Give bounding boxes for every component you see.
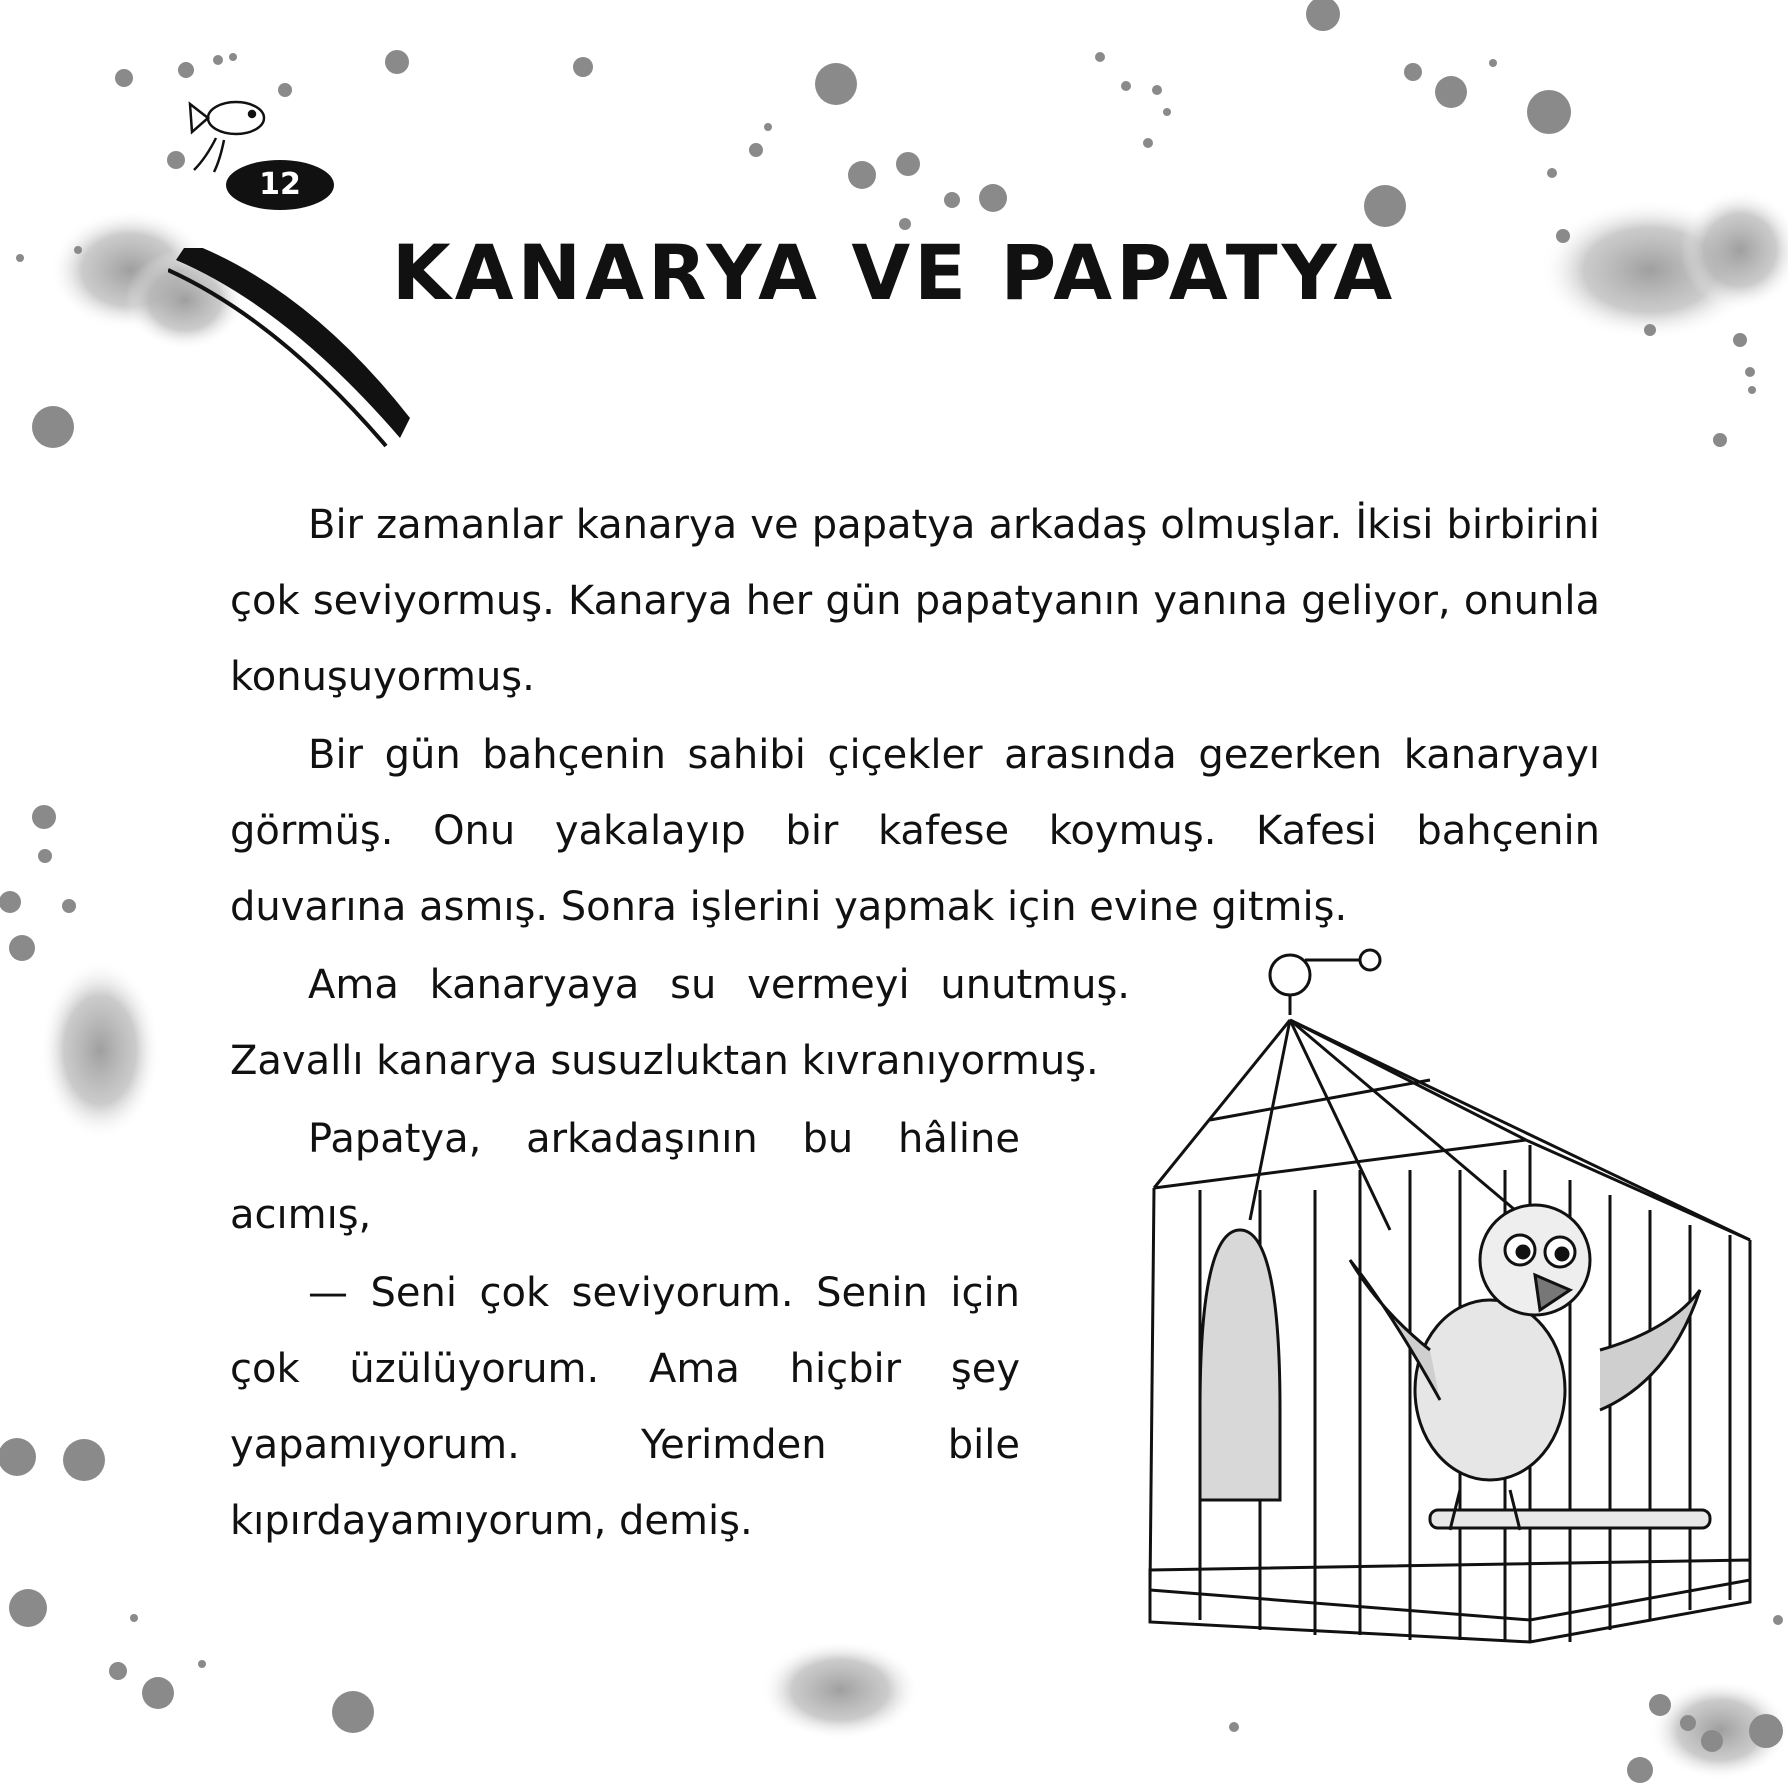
page-number-badge: 12 [226,160,334,210]
story-paragraph: Bir gün bahçenin sahibi çiçekler arasında gezerken kanaryayı görmüş. Onu yakalayıp bir kafese koymuş. Kafesi bahçenin duvarına asmış. Sonra işlerini yapmak için evine gitmiş. [230,732,1600,930]
story-paragraph: Ama kanaryaya su vermeyi unutmuş. Zavallı kanarya susuzluktan kıvranıyormuş. [230,962,1130,1084]
story-paragraph: Papatya, arkadaşının bu hâline acımış, [230,1116,1020,1238]
category-label: Arkadaşlık [202,342,351,463]
story-paragraph: Bir zamanlar kanarya ve papatya arkadaş olmuşlar. İkisi birbirini çok seviyormuş. Kanarya her gün papatyanın yanına geliyor, onunla konuşuyormuş. [230,502,1600,700]
birdcage-with-canary-illustration [1130,930,1770,1690]
page-title: KANARYA VE PAPATYA [391,228,1397,317]
story-paragraph: — Seni çok seviyorum. Senin için çok üzülüyorum. Ama hiçbir şey yapamıyorum. Yerimden bile kıpırdayamıyorum, demiş. [230,1270,1020,1544]
